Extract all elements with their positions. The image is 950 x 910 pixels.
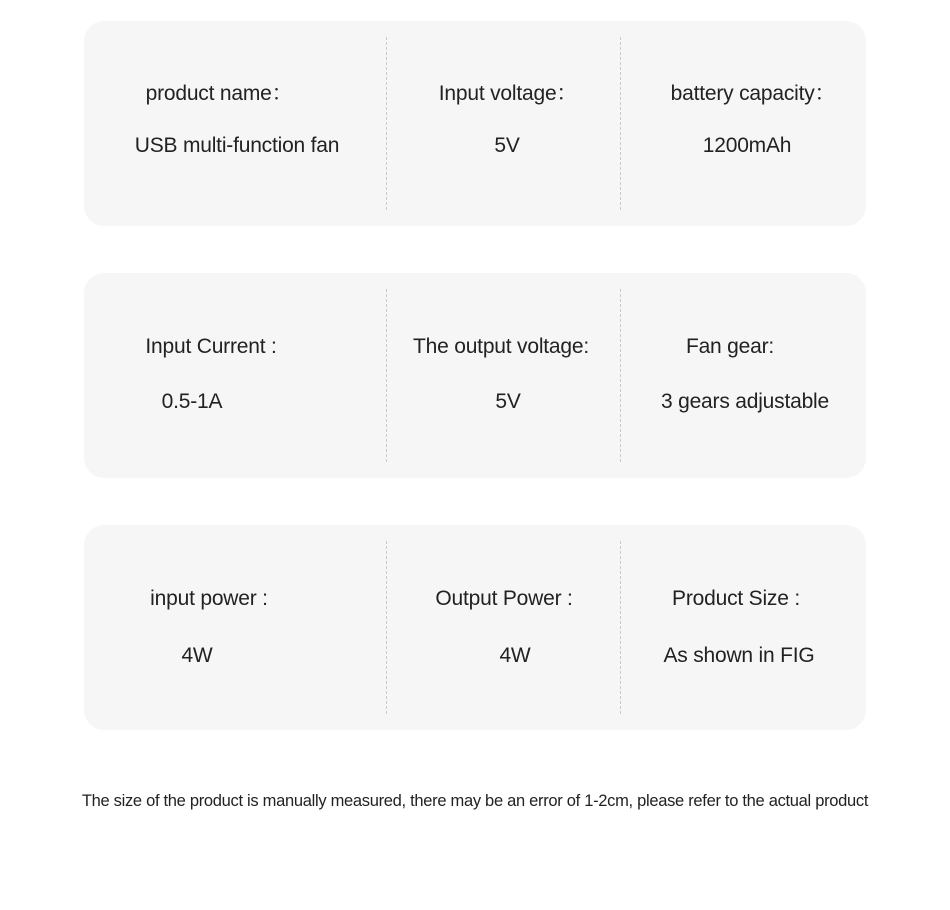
column-divider bbox=[620, 37, 621, 210]
output-voltage-label: The output voltage: bbox=[413, 335, 589, 358]
product-name-value: USB multi-function fan bbox=[134, 134, 340, 157]
battery-capacity-value: 1200mAh bbox=[702, 134, 792, 157]
column-divider bbox=[620, 289, 621, 462]
battery-capacity-label: battery capacity： bbox=[670, 82, 836, 105]
input-power-label: input power : bbox=[150, 587, 268, 610]
product-size-value: As shown in FIG bbox=[663, 644, 815, 667]
input-voltage-label: Input voltage： bbox=[438, 82, 578, 105]
input-voltage-value: 5V bbox=[494, 134, 520, 157]
fan-gear-value: 3 gears adjustable bbox=[660, 390, 830, 413]
fan-gear-label: Fan gear: bbox=[685, 335, 775, 358]
column-divider bbox=[386, 37, 387, 210]
input-current-label: Input Current : bbox=[145, 335, 277, 358]
measurement-disclaimer: The size of the product is manually measured, there may be an error of 1-2cm, please refer to the actual product bbox=[81, 792, 869, 810]
spec-card-2 bbox=[84, 273, 866, 478]
input-current-value: 0.5-1A bbox=[161, 390, 223, 413]
output-power-value: 4W bbox=[499, 644, 531, 667]
column-divider bbox=[620, 541, 621, 714]
output-power-label: Output Power : bbox=[435, 587, 573, 610]
spec-card-3 bbox=[84, 525, 866, 730]
spec-card-1 bbox=[84, 21, 866, 226]
input-power-value: 4W bbox=[181, 644, 213, 667]
column-divider bbox=[386, 289, 387, 462]
column-divider bbox=[386, 541, 387, 714]
output-voltage-value: 5V bbox=[495, 390, 521, 413]
product-name-label: product name： bbox=[145, 82, 293, 105]
product-size-label: Product Size : bbox=[672, 587, 800, 610]
